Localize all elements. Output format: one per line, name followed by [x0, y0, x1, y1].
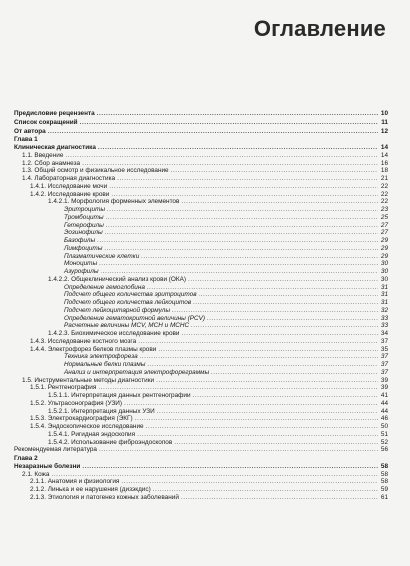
toc-entry	[14, 392, 388, 400]
toc-entry-page: 58	[380, 462, 388, 470]
toc-entry-title: Эозинофилы	[64, 229, 103, 237]
toc-entry	[14, 119, 388, 127]
toc-entry	[14, 494, 388, 502]
dot-leader	[107, 206, 378, 214]
toc-entry-title: 2.1.3. Этиология и патогенез кожных заболеваний	[30, 493, 179, 501]
toc-entry-title: 1.5.1. Рентгенография	[30, 384, 97, 392]
toc-entry-page: 51	[380, 430, 388, 438]
toc-entry-page: 22	[380, 190, 388, 198]
toc-entry	[14, 338, 388, 346]
toc-entry-title: Эритроциты	[64, 206, 106, 213]
toc-entry-title: Базофилы	[64, 237, 96, 244]
dot-leader	[157, 408, 378, 416]
toc-entry-page: 44	[380, 399, 388, 407]
toc-entry-page: 61	[380, 493, 388, 501]
dot-leader	[191, 322, 378, 330]
toc-entry-page: 30	[380, 260, 388, 268]
dot-leader	[97, 110, 378, 118]
toc-entry-title: 1.5.2. Ультрасонография (УЗИ)	[30, 399, 123, 407]
toc-entry-title: 1.4.2. Исследование крови	[30, 190, 110, 198]
toc-entry	[14, 268, 388, 276]
toc-entry-page: 21	[380, 175, 388, 182]
toc-entry-page: 16	[380, 159, 388, 167]
toc-entry-page: 10	[380, 110, 388, 117]
dot-leader	[211, 369, 378, 377]
toc-entry-title: 1.5.4. Эндоскопическое исследование	[30, 423, 144, 430]
toc-entry-page: 12	[380, 127, 388, 135]
page-title: Оглавление	[253, 16, 386, 41]
toc-entry	[14, 322, 388, 330]
toc-entry	[14, 299, 388, 307]
toc-entry-title: 1.4.2.3. Биохимическое исследование крови	[48, 330, 180, 337]
toc-entry-title: Список сокращений	[14, 118, 78, 126]
dot-leader	[80, 119, 378, 127]
toc-entry-title: 1.4.1. Исследование мочи	[30, 182, 108, 190]
toc-entry-title: Анализ и интерпретация электрофореграммы	[64, 368, 210, 376]
dot-leader	[105, 229, 378, 237]
toc-entry-title: 1.4.3. Исследование костного мозга	[30, 337, 137, 345]
toc-entry	[14, 471, 388, 479]
toc-entry-page: 23	[380, 206, 388, 213]
toc-entry-title: Моноциты	[64, 260, 98, 268]
toc-entry	[14, 222, 388, 230]
toc-entry	[14, 353, 388, 361]
toc-entry	[14, 415, 388, 423]
toc-entry	[14, 463, 388, 471]
toc-entry-title: Лимфоциты	[64, 244, 103, 252]
toc-entry-title: Тромбоциты	[64, 213, 104, 221]
dot-leader	[97, 237, 378, 245]
toc-entry	[14, 423, 388, 431]
toc-entry-title: 1.4.2.1. Морфология форменных элементов	[48, 198, 180, 206]
dot-leader	[117, 175, 378, 183]
toc-entry-page: 29	[380, 252, 388, 260]
toc-entry	[14, 384, 388, 392]
toc-entry-page: 34	[380, 330, 388, 337]
toc-entry-page: 27	[380, 229, 388, 237]
toc-entry-page: 46	[380, 415, 388, 423]
toc-entry-title: 1.5.1.1. Интерпретация данных рентгенографии	[48, 392, 191, 399]
dot-leader	[101, 268, 378, 276]
toc-entry-title: 2.1.2. Линька и ее нарушения (дизэкдис)	[30, 486, 151, 493]
toc-entry-page: 56	[380, 446, 388, 454]
toc-entry	[14, 478, 388, 486]
toc-entry-page: 11	[381, 118, 388, 126]
toc-entry	[14, 175, 388, 183]
toc-entry-title: Нормальные белки плазмы	[64, 361, 146, 368]
dot-leader	[65, 152, 378, 160]
toc-entry	[14, 191, 388, 199]
toc-entry-page: 32	[380, 306, 388, 314]
toc-entry	[14, 439, 388, 447]
toc-entry-page: 31	[380, 283, 388, 291]
dot-leader	[141, 253, 378, 261]
dot-leader	[111, 191, 378, 199]
toc-entry-page: 37	[380, 353, 388, 361]
toc-entry-page: 22	[380, 198, 388, 206]
dot-leader	[207, 315, 378, 323]
toc-entry-title: 1.5. Инструментальные методы диагностики	[22, 376, 155, 384]
toc-entry-title: Незаразные болезни	[14, 462, 81, 470]
toc-entry-title: Рекомендуемая литература	[14, 446, 97, 454]
toc-entry-page: 35	[380, 345, 388, 353]
toc-entry	[14, 128, 388, 136]
dot-leader	[124, 400, 378, 408]
toc-entry-page: 50	[380, 423, 388, 430]
toc-entry-page: 58	[380, 470, 388, 478]
dot-leader	[181, 198, 378, 206]
toc-entry-title: 1.5.4.2. Использование фиброэндоскопов	[48, 438, 173, 446]
toc-entry-page: 33	[380, 314, 388, 322]
dot-leader	[172, 307, 378, 315]
toc-entry	[14, 291, 388, 299]
toc-entry-title: 1.3. Общий осмотр и физикальное исследование	[22, 167, 169, 175]
toc-entry	[14, 237, 388, 245]
toc-entry-title: Глава 2	[14, 455, 38, 462]
dot-leader	[193, 392, 378, 400]
dot-leader	[174, 439, 378, 447]
toc-entry	[14, 214, 388, 222]
toc-entry-title: 1.5.3. Электрокардиография (ЭКГ)	[30, 415, 133, 423]
toc-entry-title: 1.2. Сбор анамнеза	[22, 159, 81, 167]
toc-entry-title: Клиническая диагностика	[14, 144, 96, 151]
toc-entry-title: Определение гемоглобина	[64, 283, 145, 291]
toc-entry-title: Расчетные величины MCV, MCH и MCHC	[64, 322, 190, 330]
dot-leader	[137, 431, 378, 439]
toc-entry	[14, 245, 388, 253]
toc-entry	[14, 369, 388, 377]
toc-entry-title: Азурофилы	[64, 268, 99, 275]
toc-entry-title: Техника электрофореза	[64, 353, 138, 361]
dot-leader	[140, 353, 378, 361]
toc-entry-title: От автора	[14, 127, 46, 135]
dot-leader	[153, 486, 378, 494]
toc-entry-title: 1.5.4.1. Ригидная эндоскопия	[48, 430, 136, 438]
chapter-heading	[14, 136, 388, 144]
toc-entry-page: 14	[380, 144, 388, 151]
dot-leader	[147, 361, 378, 369]
dot-leader	[199, 291, 378, 299]
toc-entry	[14, 377, 388, 385]
toc-entry	[14, 361, 388, 369]
dot-leader	[156, 377, 378, 385]
dot-leader	[106, 214, 378, 222]
toc-entry	[14, 152, 388, 160]
toc-entry	[14, 408, 388, 416]
toc-entry-page: 27	[380, 221, 388, 229]
toc-entry-page: 39	[380, 384, 388, 392]
toc-entry-page: 41	[380, 392, 388, 399]
toc-entry-title: Подсчет лейкоцитарной формулы	[64, 306, 171, 314]
toc-entry	[14, 446, 388, 454]
toc-entry	[14, 253, 388, 261]
dot-leader	[193, 299, 378, 307]
toc-entry	[14, 330, 388, 338]
toc-entry-title: 2.1. Кожа	[22, 470, 50, 478]
dot-leader	[48, 128, 378, 136]
toc-entry-page: 37	[380, 361, 388, 368]
toc-entry-title: 2.1.1. Анатомия и физиология	[30, 478, 120, 486]
table-of-contents	[14, 110, 388, 502]
toc-entry-title: 1.4.2.2. Общеклинический анализ крови (ОКА)	[48, 275, 187, 283]
dot-leader	[138, 338, 378, 346]
dot-leader	[99, 260, 378, 268]
dot-leader	[51, 471, 378, 479]
toc-entry-title: Гетерофилы	[64, 221, 104, 229]
toc-entry	[14, 486, 388, 494]
toc-entry-page: 25	[380, 213, 388, 221]
dot-leader	[135, 415, 378, 423]
toc-entry-page: 58	[380, 478, 388, 486]
toc-entry-page: 14	[380, 151, 388, 159]
toc-entry-title: Плазматические клетки	[64, 252, 140, 260]
toc-entry	[14, 315, 388, 323]
dot-leader	[181, 330, 378, 338]
toc-entry-page: 31	[380, 299, 388, 306]
toc-entry	[14, 307, 388, 315]
dot-leader	[98, 144, 378, 152]
dot-leader	[171, 167, 378, 175]
toc-entry-page: 39	[380, 376, 388, 384]
toc-entry-title: Подсчет общего количества эритроцитов	[64, 291, 197, 299]
toc-entry-page: 37	[380, 368, 388, 376]
toc-entry	[14, 346, 388, 354]
dot-leader	[188, 276, 378, 284]
dot-leader	[98, 384, 378, 392]
toc-entry-page: 18	[380, 167, 388, 175]
toc-entry	[14, 183, 388, 191]
dot-leader	[99, 446, 378, 454]
toc-entry-page: 29	[380, 244, 388, 252]
toc-entry	[14, 206, 388, 214]
toc-entry	[14, 144, 388, 152]
toc-entry-title: 1.4.4. Электрофорез белков плазмы крови	[30, 345, 157, 353]
dot-leader	[181, 494, 378, 502]
toc-entry-title: 1.1. Введение	[22, 151, 64, 159]
dot-leader	[146, 423, 378, 431]
toc-entry-title: Подсчет общего количества лейкоцитов	[64, 299, 192, 306]
toc-entry-title: Предисловие рецензента	[14, 110, 95, 117]
toc-entry-title: Глава 1	[14, 136, 38, 144]
dot-leader	[109, 183, 378, 191]
toc-entry	[14, 198, 388, 206]
toc-entry-page: 30	[380, 275, 388, 283]
dot-leader	[82, 463, 378, 471]
toc-entry-page: 31	[380, 291, 388, 299]
toc-entry	[14, 260, 388, 268]
toc-entry	[14, 167, 388, 175]
toc-entry-page: 22	[380, 182, 388, 190]
toc-entry-page: 44	[380, 407, 388, 415]
toc-entry	[14, 431, 388, 439]
toc-entry-page: 29	[380, 237, 388, 244]
toc-entry-page: 37	[380, 337, 388, 345]
toc-entry-title: Определение гематокритной величины (PCV)	[64, 314, 206, 322]
toc-entry	[14, 110, 388, 118]
toc-entry-title: 1.5.2.1. Интерпретация данных УЗИ	[48, 407, 155, 415]
toc-entry-page: 52	[380, 438, 388, 446]
toc-entry-title: 1.4. Лабораторная диагностика	[22, 175, 116, 182]
toc-entry	[14, 276, 388, 284]
toc-entry-page: 33	[380, 322, 388, 330]
toc-entry	[14, 400, 388, 408]
toc-entry	[14, 229, 388, 237]
chapter-heading	[14, 455, 388, 463]
dot-leader	[158, 346, 378, 354]
dot-leader	[104, 245, 378, 253]
dot-leader	[121, 478, 378, 486]
dot-leader	[106, 222, 378, 230]
toc-entry-page: 30	[380, 268, 388, 275]
toc-entry-page: 59	[380, 486, 388, 493]
